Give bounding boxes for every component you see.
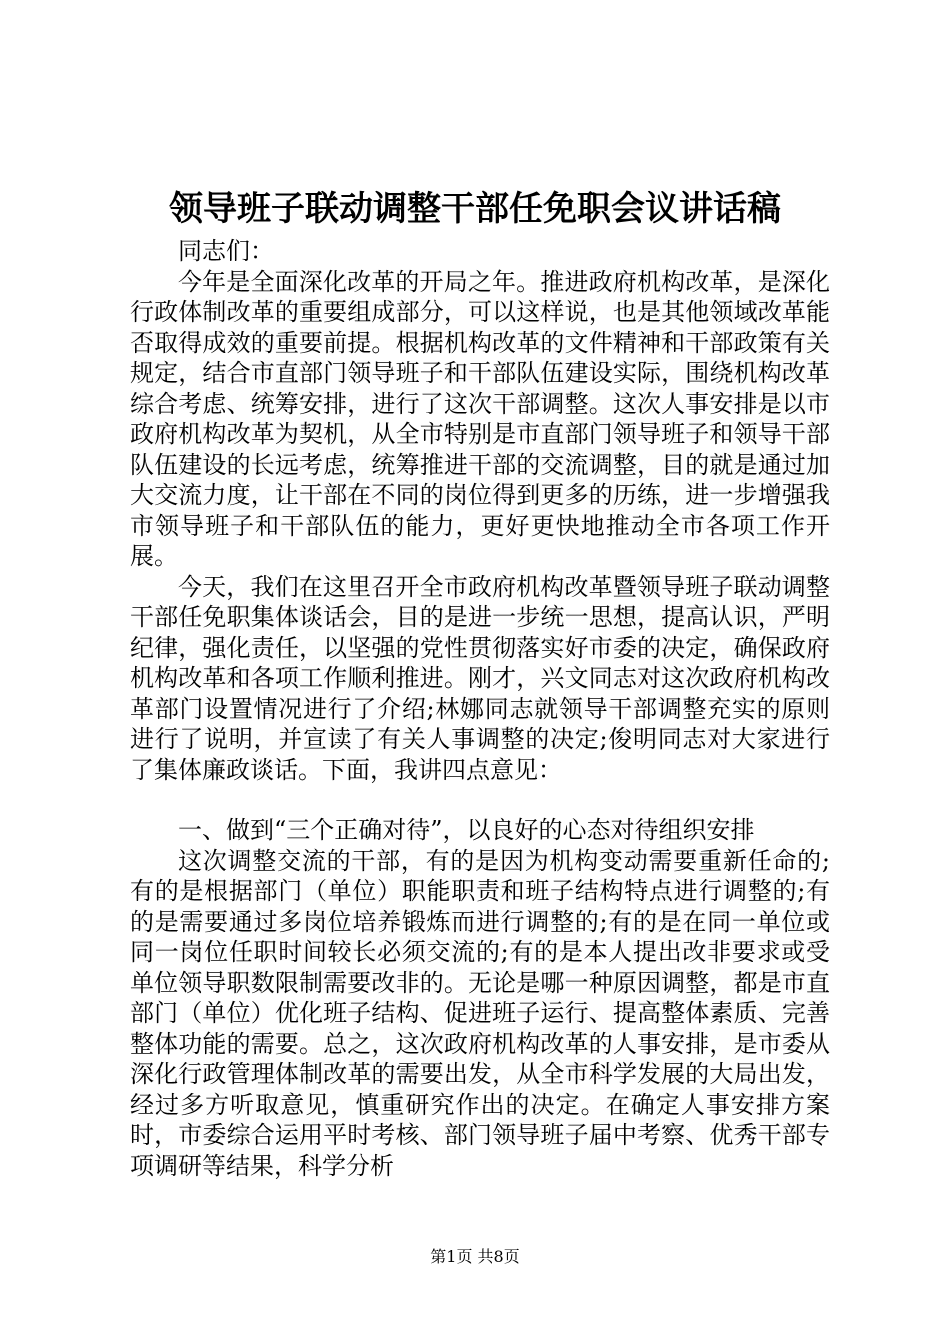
page-number-footer: 第1页 共8页: [430, 1247, 520, 1266]
section-paragraph: 这次调整交流的干部，有的是因为机构变动需要重新任命的;有的是根据部门（单位）职能职责和班子结构特点进行调整的;有的是需要通过多岗位培养锻炼而进行调整的;有的是在同一单位或同一岗位任职时间较长必须交流的;有的是本人提出改非要求或受单位领导职数限制需要改非的。无论是哪一种原因调整，都是市直部门（单位）优化班子结构、促进班子运行、提高整体素质、完善整体功能的需要。总之，这次政府机构改革的人事安排，是市委从深化行政管理体制改革的需要出发，从全市科学发展的大局出发，经过多方听取意见，慎重研究作出的决定。在确定人事安排方案时，市委综合运用平时考核、部门领导班子届中考察、优秀干部专项调研等结果，科学分析: [130, 846, 830, 1180]
document-title: 领导班子联动调整干部任免职会议讲话稿: [169, 189, 781, 229]
section-heading: 一、做到“三个正确对待”，以良好的心态对待组织安排: [178, 816, 755, 844]
paragraph-intro: 今年是全面深化改革的开局之年。推进政府机构改革，是深化行政体制改革的重要组成部分，可以这样说，也是其他领域改革能否取得成效的重要前提。根据机构改革的文件精神和干部政策有关规定，结合市直部门领导班子和干部队伍建设实际，围绕机构改革综合考虑、统筹安排，进行了这次干部调整。这次人事安排是以市政府机构改革为契机，从全市特别是市直部门领导班子和领导干部队伍建设的长远考虑，统筹推进干部的交流调整，目的就是通过加大交流力度，让干部在不同的岗位得到更多的历练，进一步增强我市领导班子和干部队伍的能力，更好更快地推动全市各项工作开展。: [130, 267, 830, 570]
paragraph-meeting: 今天，我们在这里召开全市政府机构改革暨领导班子联动调整干部任免职集体谈话会，目的是进一步统一思想，提高认识，严明纪律，强化责任，以坚强的党性贯彻落实好市委的决定，确保政府机构改革和各项工作顺利推进。刚才，兴文同志对这次政府机构改革部门设置情况进行了介绍;林娜同志就领导干部调整充实的原则进行了说明，并宣读了有关人事调整的决定;俊明同志对大家进行了集体廉政谈话。下面，我讲四点意见：: [130, 572, 830, 784]
document-body: [130, 236, 830, 1181]
salutation: 同志们：: [178, 237, 274, 265]
